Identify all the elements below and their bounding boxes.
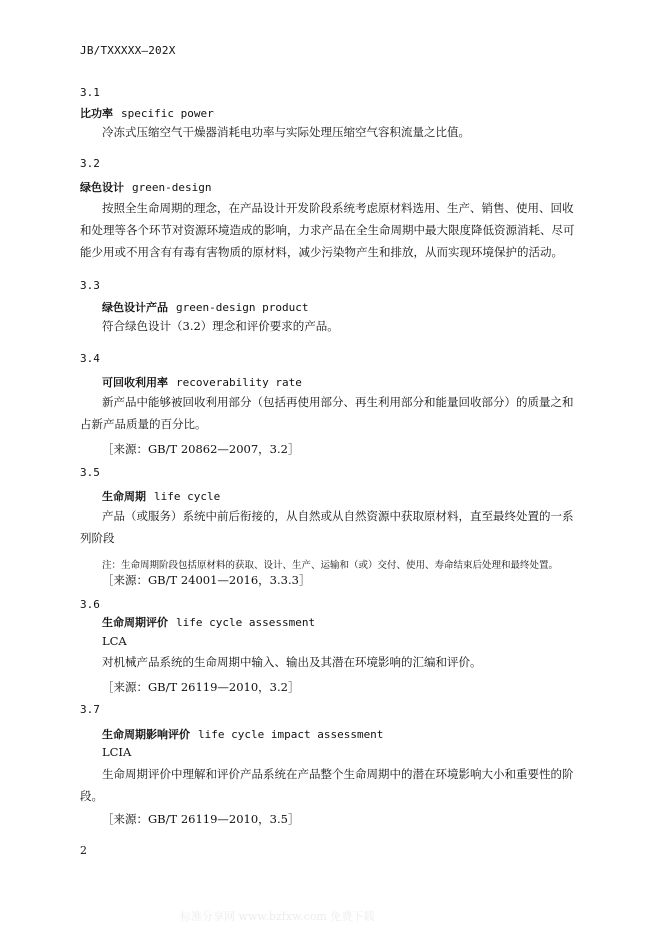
term-green-design-product bbox=[102, 299, 308, 315]
term-specific-power bbox=[80, 105, 214, 121]
clause-number: 3.3 bbox=[80, 279, 100, 292]
source-reference: ［来源：GB/T 24001—2016，3.3.3］ bbox=[102, 573, 311, 587]
term-en: life cycle assessment bbox=[176, 616, 316, 629]
term-en: green-design product bbox=[176, 301, 309, 314]
definition-text: 能少用或不用含有有毒有害物质的原材料，减少污染物产生和排放，从而实现环境保护的活动。 bbox=[80, 245, 563, 259]
definition-text: 新产品中能够被回收利用部分（包括再使用部分、再生利用部分和能量回收部分）的质量之和 bbox=[102, 395, 574, 409]
definition-text: 按照全生命周期的理念，在产品设计开发阶段系统考虑原材料选用、生产、销售、使用、回收 bbox=[102, 201, 574, 215]
definition-text: 生命周期评价中理解和评价产品系统在产品整个生命周期中的潜在环境影响大小和重要性的阶 bbox=[102, 767, 574, 781]
term-life-cycle bbox=[102, 488, 220, 504]
watermark: 标准分享网 www.bzfxw.com 免费下载 bbox=[180, 910, 375, 923]
clause-number: 3.2 bbox=[80, 157, 100, 170]
clause-number: 3.6 bbox=[80, 598, 100, 611]
term-life-cycle-assessment bbox=[102, 614, 315, 630]
term-zh: 绿色设计 bbox=[80, 181, 124, 194]
term-en: recoverability rate bbox=[176, 376, 302, 389]
term-en: green-design bbox=[132, 181, 212, 194]
term-en: life cycle bbox=[154, 490, 221, 503]
term-zh: 比功率 bbox=[80, 107, 113, 120]
source-reference: ［来源：GB/T 20862—2007，3.2］ bbox=[102, 442, 300, 456]
definition-text: 和处理等各个环节对资源环境造成的影响，力求产品在全生命周期中最大限度降低资源消耗、尽可 bbox=[80, 223, 575, 237]
definition-text: 占新产品质量的百分比。 bbox=[80, 417, 207, 431]
definition-text: 段。 bbox=[80, 789, 103, 803]
term-recoverability-rate bbox=[102, 374, 302, 390]
term-abbreviation: LCA bbox=[102, 634, 127, 648]
source-reference: ［来源：GB/T 26119—2010，3.5］ bbox=[102, 812, 300, 826]
term-abbreviation: LCIA bbox=[102, 745, 132, 759]
page-number: 2 bbox=[80, 844, 87, 857]
definition-text: 列阶段 bbox=[80, 531, 115, 545]
term-zh: 绿色设计产品 bbox=[102, 301, 168, 314]
clause-number: 3.1 bbox=[80, 86, 100, 99]
clause-number: 3.4 bbox=[80, 352, 100, 365]
term-en: specific power bbox=[121, 107, 214, 120]
term-life-cycle-impact-assessment bbox=[102, 726, 383, 742]
definition-text: 对机械产品系统的生命周期中输入、输出及其潜在环境影响的汇编和评价。 bbox=[102, 655, 482, 669]
document-header: JB/TXXXXX—202X bbox=[80, 44, 176, 57]
definition-text: 冷冻式压缩空气干燥器消耗电功率与实际处理压缩空气容积流量之比值。 bbox=[102, 125, 470, 139]
term-zh: 生命周期影响评价 bbox=[102, 728, 190, 741]
term-green-design bbox=[80, 179, 211, 195]
term-zh: 生命周期 bbox=[102, 490, 146, 503]
definition-text: 符合绿色设计（3.2）理念和评价要求的产品。 bbox=[102, 319, 339, 333]
clause-number: 3.5 bbox=[80, 466, 100, 479]
definition-text: 产品（或服务）系统中前后衔接的，从自然或从自然资源中获取原材料，直至最终处置的一系 bbox=[102, 509, 574, 523]
term-en: life cycle impact assessment bbox=[198, 728, 384, 741]
term-zh: 生命周期评价 bbox=[102, 616, 168, 629]
clause-number: 3.7 bbox=[80, 703, 100, 716]
note-text: 注：生命周期阶段包括原材料的获取、设计、生产、运输和（或）交付、使用、寿命结束后处理和最终处置。 bbox=[102, 560, 559, 571]
term-zh: 可回收利用率 bbox=[102, 376, 168, 389]
source-reference: ［来源：GB/T 26119—2010，3.2］ bbox=[102, 680, 300, 694]
